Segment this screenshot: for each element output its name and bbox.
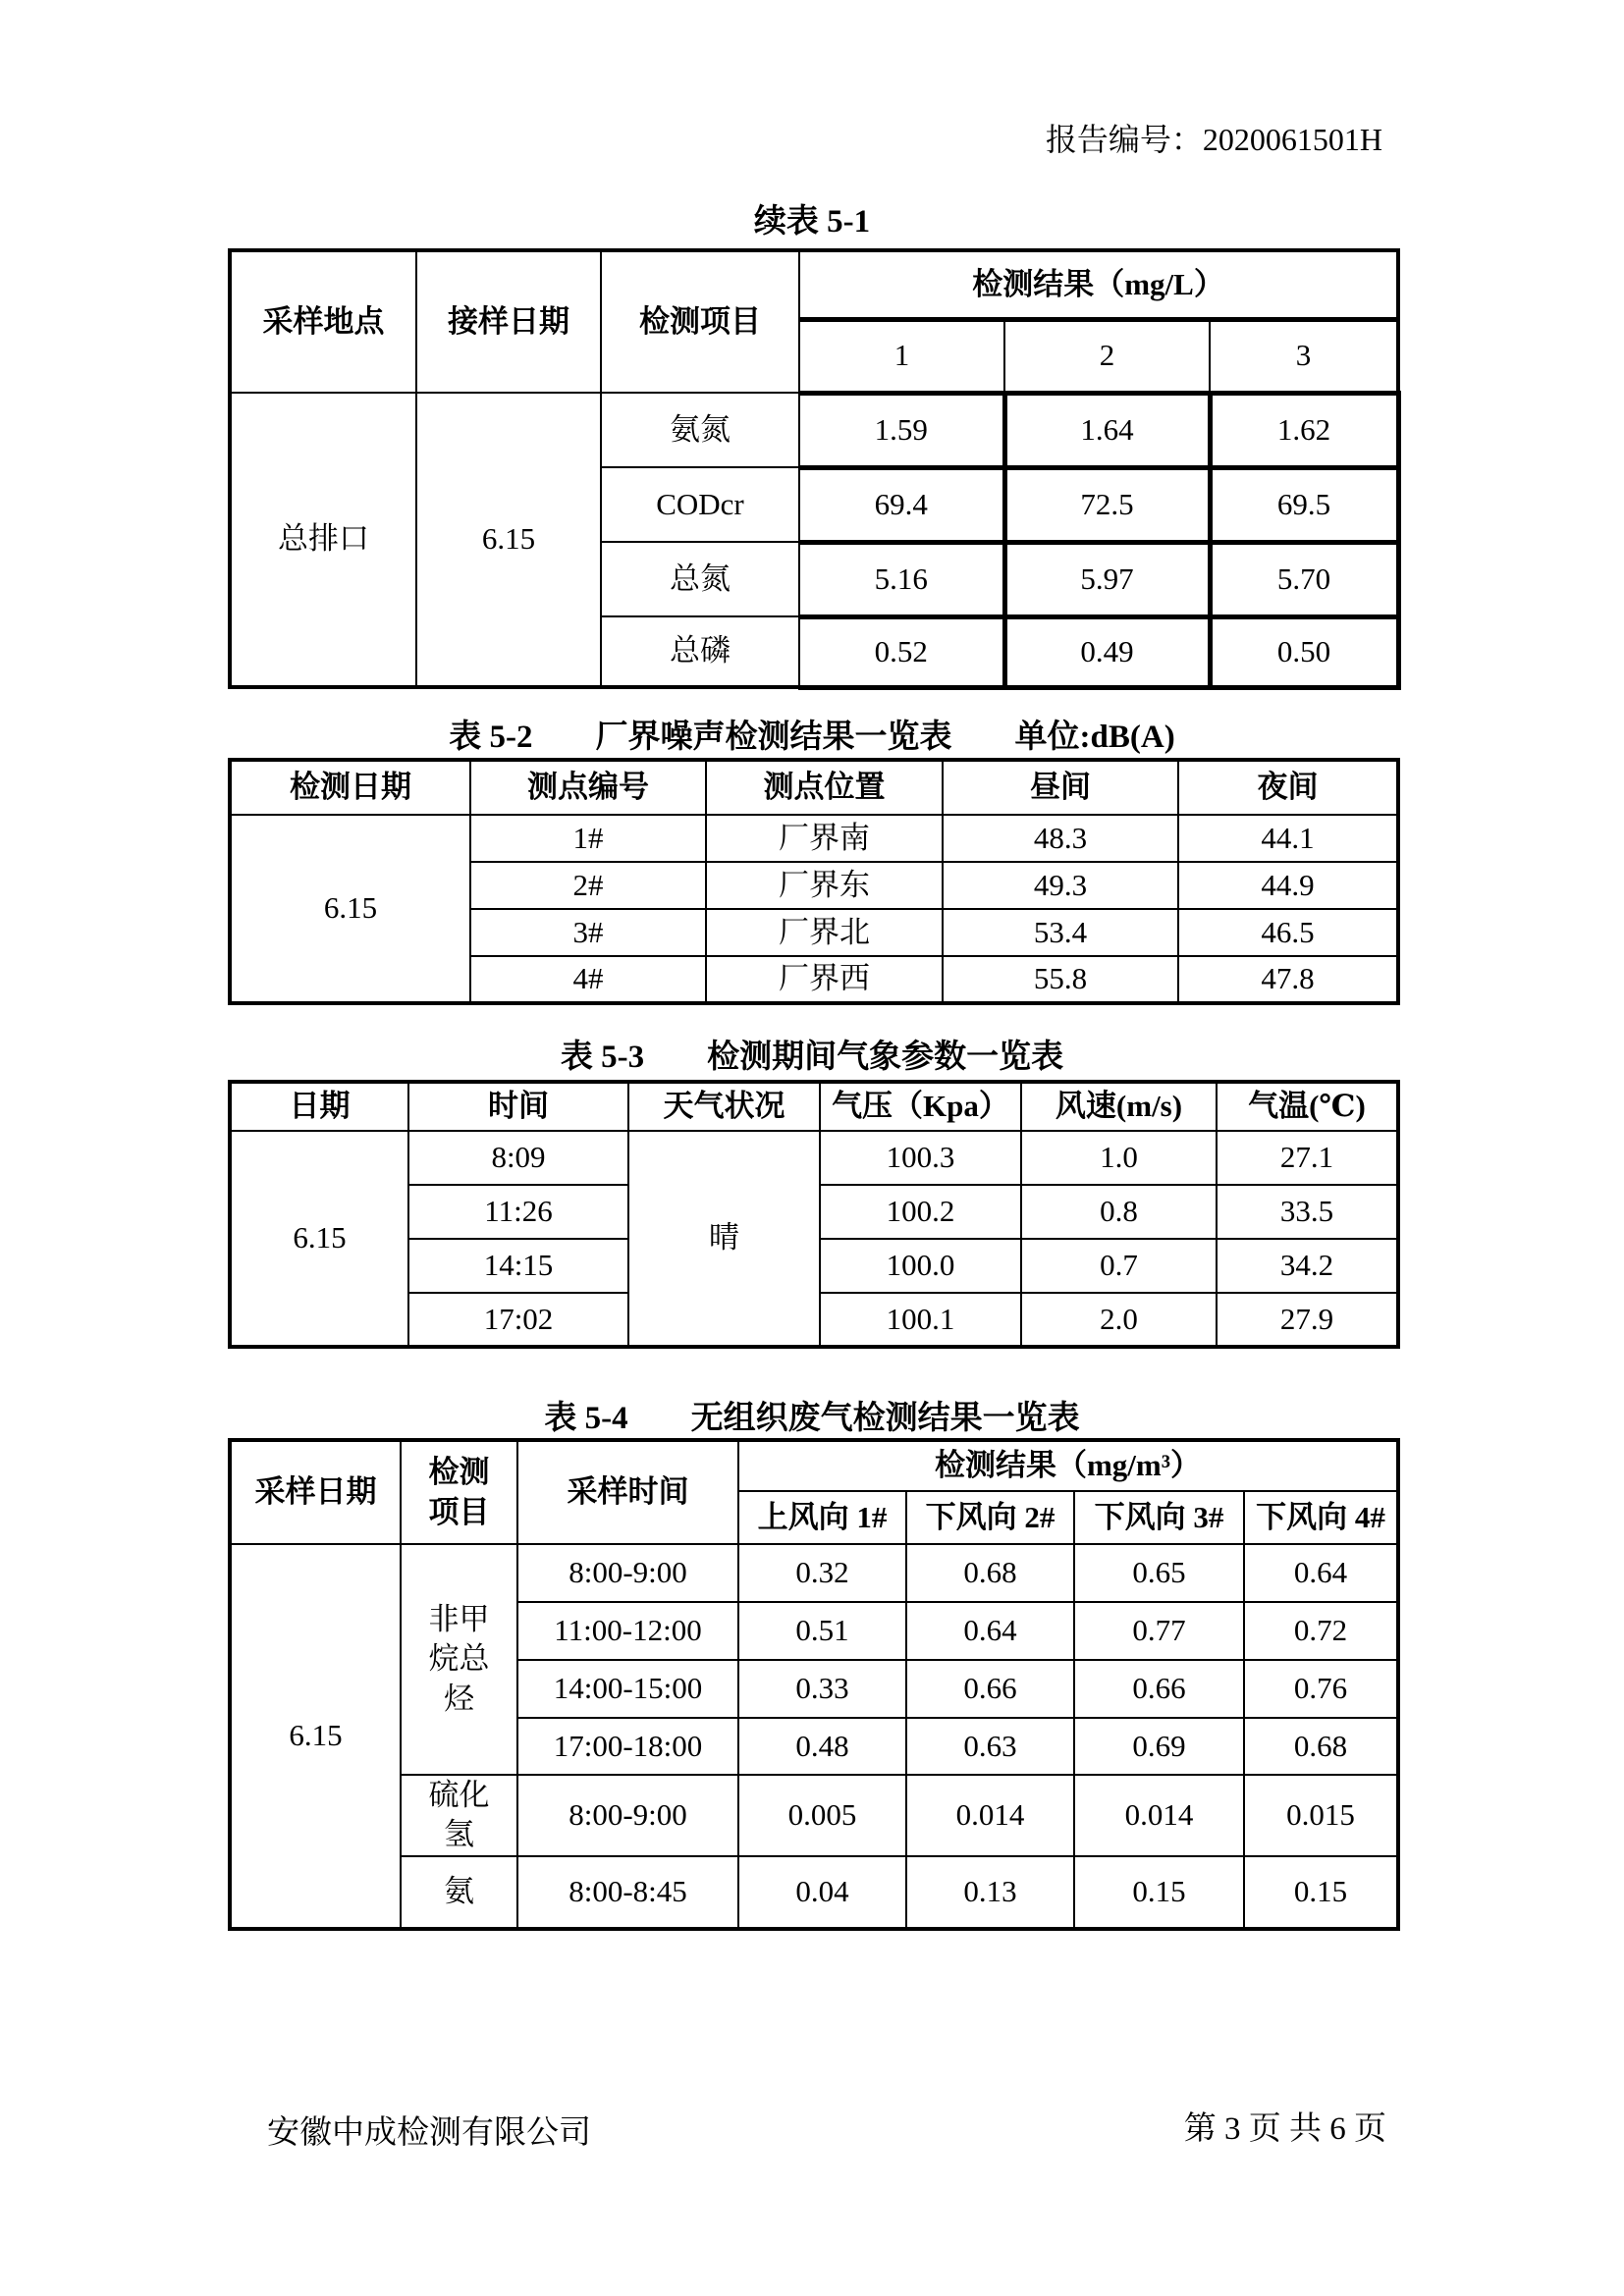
cell-time: 8:09 [408, 1131, 628, 1185]
cell-value: 44.1 [1178, 815, 1398, 862]
header-cell-result-group: 检测结果（mg/m³） [738, 1440, 1398, 1491]
header-cell-night: 夜间 [1178, 760, 1398, 815]
cell-value: 1.59 [799, 393, 1004, 467]
header-cell-col-1: 1 [799, 319, 1004, 393]
cell-sample-time: 8:00-8:45 [517, 1856, 738, 1929]
cell-value: 47.8 [1178, 956, 1398, 1003]
header-cell-time: 时间 [408, 1082, 628, 1131]
cell-value: 0.15 [1074, 1856, 1244, 1929]
table-row [230, 1082, 1398, 1131]
cell-value: 48.3 [943, 815, 1178, 862]
header-cell-point-position: 测点位置 [706, 760, 943, 815]
cell-value: 44.9 [1178, 862, 1398, 909]
header-cell-sample-site: 采样地点 [230, 250, 416, 393]
cell-point-position: 厂界西 [706, 956, 943, 1003]
header-cell-sample-time: 采样时间 [517, 1440, 738, 1544]
table-row [230, 1131, 1398, 1185]
cell-value: 5.97 [1004, 542, 1210, 616]
table-5-3-title-text: 检测期间气象参数一览表 [707, 1040, 1064, 1075]
cell-value: 0.69 [1074, 1718, 1244, 1775]
cell-point-no: 3# [470, 909, 706, 956]
footer-company-name: 安徽中成检测有限公司 [267, 2115, 591, 2151]
cell-test-date: 6.15 [230, 815, 470, 1003]
header-cell-col-2: 2 [1004, 319, 1210, 393]
cell-value: 0.13 [906, 1856, 1074, 1929]
header-cell-weather: 天气状况 [628, 1082, 820, 1131]
cell-value: 27.9 [1217, 1293, 1398, 1347]
header-cell-downwind-4: 下风向 4# [1244, 1491, 1398, 1544]
cell-value: 33.5 [1217, 1185, 1398, 1239]
header-cell-sample-date: 接样日期 [416, 250, 601, 393]
cell-value: 0.66 [1074, 1660, 1244, 1718]
cell-value: 5.70 [1210, 542, 1398, 616]
cell-value: 69.4 [799, 467, 1004, 542]
header-cell-test-item: 检测项目 [401, 1440, 517, 1544]
table-row [230, 250, 1398, 319]
table-5-1-title-text: 续表 5-1 [753, 204, 871, 240]
header-cell-temperature: 气温(℃) [1217, 1082, 1398, 1131]
cell-value: 1.62 [1210, 393, 1398, 467]
header-cell-sample-date: 采样日期 [230, 1440, 401, 1544]
cell-sample-time: 14:00-15:00 [517, 1660, 738, 1718]
header-cell-downwind-3: 下风向 3# [1074, 1491, 1244, 1544]
cell-value: 0.65 [1074, 1544, 1244, 1602]
cell-sample-time: 17:00-18:00 [517, 1718, 738, 1775]
cell-point-no: 2# [470, 862, 706, 909]
cell-value: 0.64 [1244, 1544, 1398, 1602]
cell-value: 0.77 [1074, 1602, 1244, 1660]
table-row [230, 1544, 1398, 1602]
table-row [230, 1775, 1398, 1856]
cell-sample-date: 6.15 [230, 1544, 401, 1929]
cell-value: 53.4 [943, 909, 1178, 956]
cell-value: 34.2 [1217, 1239, 1398, 1293]
table-row [230, 393, 1398, 467]
cell-value: 0.63 [906, 1718, 1074, 1775]
cell-item-nmhc: 非甲烷总烃 [401, 1544, 517, 1775]
table-row [230, 1856, 1398, 1929]
report-number: 报告编号：2020061501H [1045, 122, 1382, 157]
cell-value: 1.0 [1021, 1131, 1217, 1185]
footer-page-number: 第 3 页 共 6 页 [1183, 2111, 1386, 2147]
table-5-3 [228, 1080, 1400, 1349]
table-row [230, 1440, 1398, 1491]
header-cell-result-group: 检测结果（mg/L） [799, 250, 1398, 319]
cell-point-no: 4# [470, 956, 706, 1003]
cell-value: 0.50 [1210, 616, 1398, 687]
cell-value: 0.014 [906, 1775, 1074, 1856]
cell-value: 100.2 [820, 1185, 1021, 1239]
header-cell-wind-speed: 风速(m/s) [1021, 1082, 1217, 1131]
table-5-2-label: 表 5-2 [449, 720, 533, 755]
cell-point-position: 厂界北 [706, 909, 943, 956]
table-5-4-label: 表 5-4 [544, 1401, 628, 1436]
cell-value: 46.5 [1178, 909, 1398, 956]
cell-value: 0.7 [1021, 1239, 1217, 1293]
table-5-2-title-text: 厂界噪声检测结果一览表 [595, 720, 952, 755]
cell-value: 0.64 [906, 1602, 1074, 1660]
table-5-3-label: 表 5-3 [560, 1040, 645, 1075]
cell-sample-time: 8:00-9:00 [517, 1775, 738, 1856]
cell-item: 氨氮 [601, 393, 799, 467]
cell-value: 2.0 [1021, 1293, 1217, 1347]
cell-point-position: 厂界东 [706, 862, 943, 909]
table-row [230, 815, 1398, 862]
cell-item: 总氮 [601, 542, 799, 616]
table-5-2-title [228, 717, 1396, 758]
cell-value: 100.1 [820, 1293, 1021, 1347]
header-cell-upwind-1: 上风向 1# [738, 1491, 906, 1544]
cell-weather: 晴 [628, 1131, 820, 1347]
cell-value: 0.15 [1244, 1856, 1398, 1929]
table-5-2-unit: 单位:dB(A) [1014, 720, 1175, 755]
cell-time: 17:02 [408, 1293, 628, 1347]
cell-value: 0.52 [799, 616, 1004, 687]
header-cell-point-no: 测点编号 [470, 760, 706, 815]
table-5-1-title [228, 201, 1396, 242]
cell-value: 0.48 [738, 1718, 906, 1775]
cell-value: 0.51 [738, 1602, 906, 1660]
cell-sample-site: 总排口 [230, 393, 416, 687]
header-cell-downwind-2: 下风向 2# [906, 1491, 1074, 1544]
cell-value: 0.66 [906, 1660, 1074, 1718]
cell-value: 1.64 [1004, 393, 1210, 467]
cell-sample-date: 6.15 [416, 393, 601, 687]
cell-value: 0.76 [1244, 1660, 1398, 1718]
cell-sample-time: 8:00-9:00 [517, 1544, 738, 1602]
cell-time: 11:26 [408, 1185, 628, 1239]
cell-value: 100.0 [820, 1239, 1021, 1293]
table-row [230, 760, 1398, 815]
cell-value: 55.8 [943, 956, 1178, 1003]
cell-value: 100.3 [820, 1131, 1021, 1185]
cell-time: 14:15 [408, 1239, 628, 1293]
header-cell-test-date: 检测日期 [230, 760, 470, 815]
cell-sample-time: 11:00-12:00 [517, 1602, 738, 1660]
cell-value: 0.014 [1074, 1775, 1244, 1856]
cell-point-position: 厂界南 [706, 815, 943, 862]
cell-value: 0.32 [738, 1544, 906, 1602]
header-cell-test-item: 检测项目 [601, 250, 799, 393]
cell-item: CODcr [601, 467, 799, 542]
header-cell-date: 日期 [230, 1082, 408, 1131]
cell-value: 0.68 [906, 1544, 1074, 1602]
cell-item-h2s: 硫化氢 [401, 1775, 517, 1856]
cell-value: 0.68 [1244, 1718, 1398, 1775]
cell-value: 69.5 [1210, 467, 1398, 542]
cell-date: 6.15 [230, 1131, 408, 1347]
header-cell-daytime: 昼间 [943, 760, 1178, 815]
cell-value: 0.005 [738, 1775, 906, 1856]
table-5-4 [228, 1438, 1400, 1931]
cell-value: 0.33 [738, 1660, 906, 1718]
cell-value: 0.8 [1021, 1185, 1217, 1239]
cell-value: 0.015 [1244, 1775, 1398, 1856]
table-5-4-title [228, 1398, 1396, 1439]
table-5-3-title [228, 1037, 1396, 1078]
cell-value: 0.72 [1244, 1602, 1398, 1660]
cell-value: 0.49 [1004, 616, 1210, 687]
cell-value: 49.3 [943, 862, 1178, 909]
table-5-4-title-text: 无组织废气检测结果一览表 [690, 1401, 1080, 1436]
cell-item: 总磷 [601, 616, 799, 687]
cell-value: 5.16 [799, 542, 1004, 616]
cell-value: 27.1 [1217, 1131, 1398, 1185]
table-5-1 [228, 248, 1401, 690]
cell-point-no: 1# [470, 815, 706, 862]
cell-item-nh3: 氨 [401, 1856, 517, 1929]
cell-value: 0.04 [738, 1856, 906, 1929]
header-cell-pressure: 气压（Kpa） [820, 1082, 1021, 1131]
table-5-2 [228, 758, 1400, 1005]
header-cell-col-3: 3 [1210, 319, 1398, 393]
cell-value: 72.5 [1004, 467, 1210, 542]
